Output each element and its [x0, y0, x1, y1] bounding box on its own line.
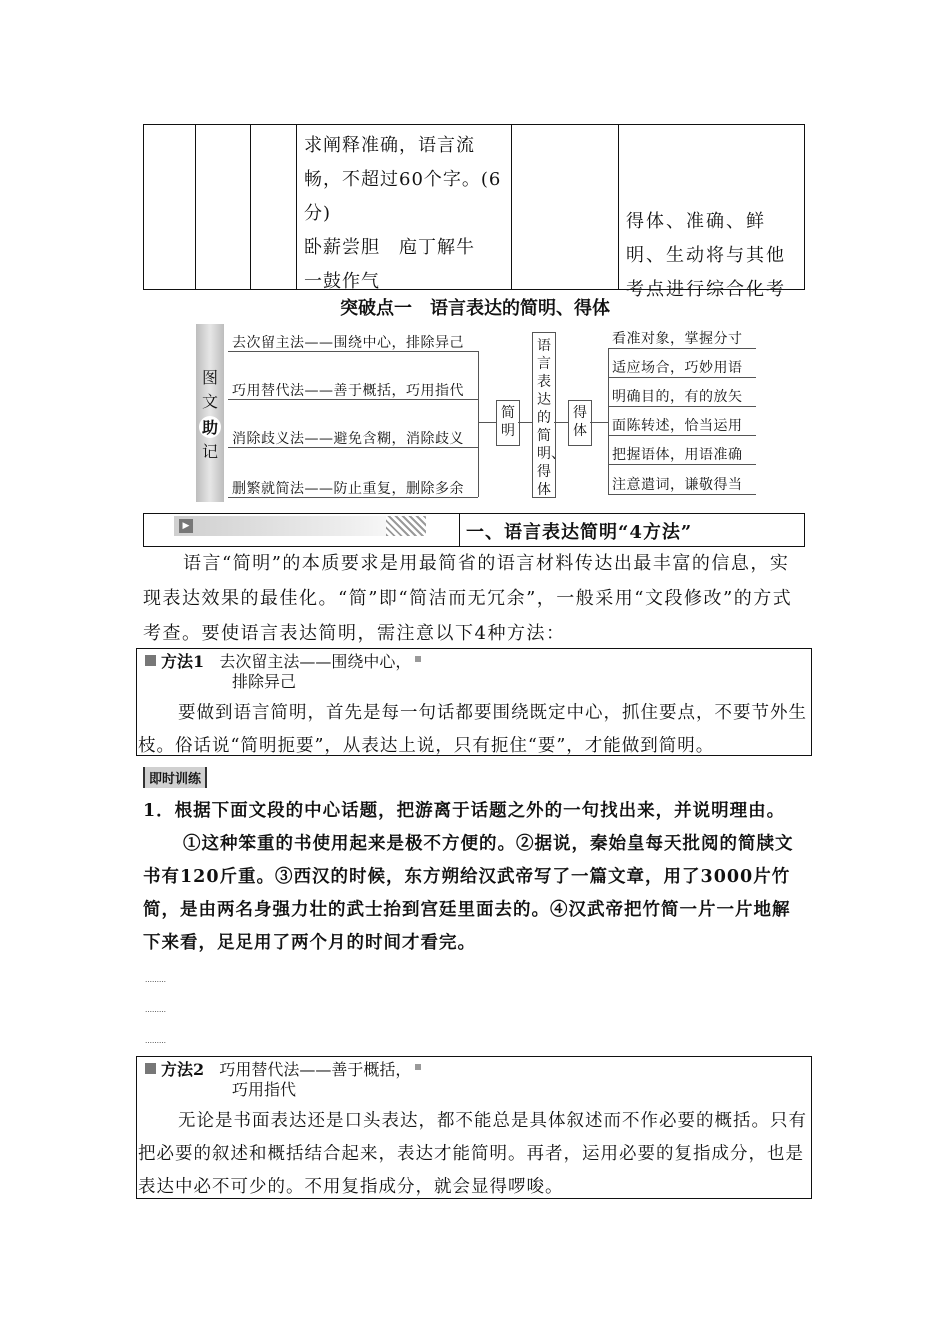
method-title: 巧用指代 — [232, 1080, 297, 1099]
connector-line — [608, 348, 609, 494]
center-topic-box: 语言表达的简明、得体 — [532, 332, 556, 498]
jianming-box: 简明 — [496, 400, 520, 446]
top-table — [143, 124, 805, 300]
table-divider — [195, 125, 196, 289]
mindmap-left-item: 删繁就简法——防止重复，删除多余 — [232, 481, 464, 497]
method1-body: 要做到语言简明，首先是每一句话都要围绕既定中心，抓住要点，不要节外生枝。俗话说“简明扼要”，从表达上说，只有扼住“要”，才能做到简明。 — [138, 703, 807, 756]
table-divider — [511, 125, 512, 289]
mindmap-right-item: 面陈转述，恰当运用 — [612, 418, 743, 434]
method-label: 方法2 — [161, 1060, 205, 1079]
question1-prompt: 1．根据下面文段的中心话题，把游离于话题之外的一句找出来，并说明理由。 — [143, 801, 786, 821]
table-text-line: 求阐释准确，语言流 — [304, 135, 475, 156]
connector-line — [478, 351, 479, 497]
small-square-icon — [415, 656, 421, 662]
square-bullet-icon — [145, 1063, 156, 1074]
table-divider — [296, 125, 297, 289]
side-label-char: 图 — [201, 368, 218, 387]
connector-line — [608, 348, 756, 349]
connector-line — [608, 406, 756, 407]
method1-box — [136, 648, 812, 756]
answer-line[interactable]: ……… — [145, 1006, 166, 1014]
connector-line — [608, 494, 756, 495]
header-divider — [459, 514, 460, 546]
method2-body: 无论是书面表达还是口头表达，都不能总是具体叙述而不作必要的概括。只有把必要的叙述和概括结合起来，表达才能简明。再者，运用必要的复指成分，也是表达中必不可少的。不用复指成分，就会显得啰唆。 — [138, 1111, 807, 1197]
play-icon: ▶ — [179, 519, 193, 533]
mindmap-right-item: 把握语体，用语准确 — [612, 447, 743, 463]
method-title: 排除异己 — [232, 672, 297, 691]
mindmap-left-item: 去次留主法——围绕中心，排除异己 — [232, 335, 464, 351]
table-right-line: 得体、准确、鲜 — [626, 211, 766, 232]
small-square-icon — [415, 1064, 421, 1070]
section-header-bar — [143, 513, 805, 547]
table-text-line: 分) — [304, 203, 332, 224]
side-label-badge: 助 — [199, 416, 221, 438]
connector-line — [608, 464, 756, 465]
method2-box — [136, 1056, 812, 1199]
table-divider — [250, 125, 251, 289]
mindmap-right-item: 注意遣词，谦敬得当 — [612, 477, 743, 493]
hatch-decoration — [386, 516, 426, 536]
method-title: 巧用替代法——善于概括， — [219, 1060, 412, 1079]
connector-line — [554, 422, 568, 423]
answer-line[interactable]: ……… — [145, 1037, 166, 1045]
table-text-line: 一鼓作气 — [304, 271, 380, 292]
practice-tag: 即时训练 — [143, 767, 207, 788]
connector-line — [228, 399, 478, 400]
section-title: 突破点一 语言表达的简明、得体 — [340, 298, 610, 319]
method-title: 去次留主法——围绕中心， — [219, 652, 412, 671]
table-right-cell — [626, 205, 801, 307]
connector-line — [608, 435, 756, 436]
square-bullet-icon — [145, 655, 156, 666]
connector-line — [228, 351, 478, 352]
mindmap-right-item: 看准对象，掌握分寸 — [612, 331, 743, 347]
method1-heading — [145, 652, 421, 692]
table-text-line: 畅，不超过60个字。(6 — [304, 169, 502, 190]
intro-paragraph: 语言“简明”的本质要求是用最简省的语言材料传达出最丰富的信息，实现表达效果的最佳化。“简”即“简洁而无冗余”，一般采用“文段修改”的方式考查。要使语言表达简明，需注意以下4种方法： — [143, 553, 793, 644]
table-right-line: 明、生动将与其他 — [626, 245, 786, 266]
question1-passage: ①这种笨重的书使用起来是极不方便的。②据说，秦始皇每天批阅的简牍文书有120斤重。③西汉的时候，东方朔给汉武帝写了一篇文章，用了3000片竹简，是由两名身强力壮的武士抬到宫廷里面去的。④汉武帝把竹简一片一片地解下来看，足足用了两个月的时间才看完。 — [143, 834, 794, 953]
table-right-line: 考点进行综合化考 — [626, 279, 786, 300]
mindmap-left-item: 巧用替代法——善于概括，巧用指代 — [232, 383, 464, 399]
table-text-cell — [304, 129, 509, 299]
mindmap-right-item: 适应场合，巧妙用语 — [612, 360, 743, 376]
connector-line — [608, 377, 756, 378]
answer-line[interactable]: ……… — [145, 976, 166, 984]
method2-heading — [145, 1060, 421, 1100]
mindmap-right-item: 明确目的，有的放矢 — [612, 389, 743, 405]
mindmap — [196, 324, 756, 504]
side-label-char: 记 — [201, 442, 218, 461]
deti-box: 得体 — [568, 400, 592, 446]
mindmap-side-label — [196, 324, 224, 502]
table-text-line: 卧薪尝胆 庖丁解牛 — [304, 237, 475, 258]
mindmap-left-item: 消除歧义法——避免含糊，消除歧义 — [232, 431, 464, 447]
connector-line — [518, 422, 532, 423]
connector-line — [228, 447, 478, 448]
connector-line — [228, 497, 478, 498]
table-divider — [618, 125, 619, 289]
connector-line — [478, 422, 496, 423]
side-label-char: 文 — [201, 392, 218, 411]
method-label: 方法1 — [161, 652, 205, 671]
connector-line — [590, 422, 608, 423]
header-title: 一、语言表达简明“4方法” — [466, 522, 693, 543]
